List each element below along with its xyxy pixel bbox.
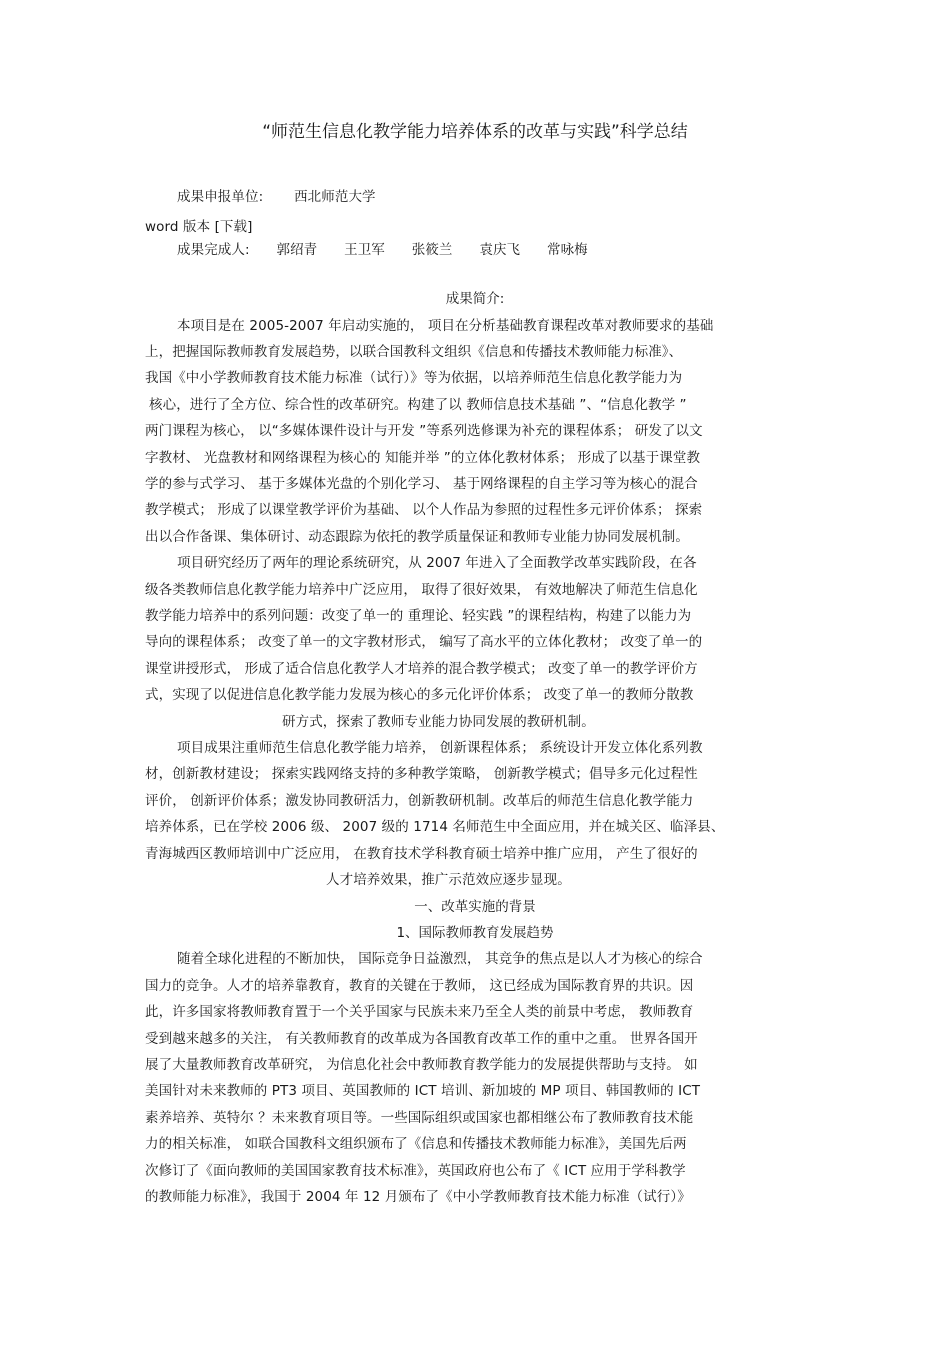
text-line: 素养培养、英特尔 ？未来教育项目等。一些国际组织或国家也都相继公布了教师教育技术能 (145, 1110, 694, 1126)
document-title: “师范生信息化教学能力培养体系的改革与实践”科学总结 (262, 122, 688, 142)
text-line: 本项目是在 2005-2007 年启动实施的， 项目在分析基础教育课程改革对教师要求的基础 (177, 318, 714, 334)
text-line: 导向的课程体系； 改变了单一的文字教材形式， 编写了高水平的立体化教材； 改变了单一的 (145, 634, 703, 650)
author-name: 王卫军 (344, 242, 385, 258)
text-line: 出以合作备课、集体研讨、动态跟踪为依托的教学质量保证和教师专业能力协同发展机制。 (145, 529, 689, 545)
text-line: 展了大量教师教育改革研究， 为信息化社会中教师教育教学能力的发展提供帮助与支持。 如 (145, 1057, 698, 1073)
text-line: 培养体系，已在学校 2006 级、 2007 级的 1714 名师范生中全面应用，并在城关区、临泽县、 (145, 819, 725, 835)
unit-value: 西北师范大学 (294, 189, 376, 205)
author-name: 常咏梅 (546, 242, 588, 258)
text-line: 材，创新教材建设； 探索实践网络支持的多种教学策略， 创新教学模式；倡导多元化过程性 (145, 766, 698, 782)
text-line: 我国《中小学教师教育技术能力标准（试行）》等为依据，以培养师范生信息化教学能力为 (145, 370, 683, 386)
author-name: 郭绍青 (276, 242, 318, 258)
text-line: 级各类教师信息化教学能力培养中广泛应用， 取得了很好效果， 有效地解决了师范生信息化 (145, 582, 698, 598)
text-line: 项目研究经历了两年的理论系统研究，从 2007 年进入了全面教学改革实践阶段，在各 (177, 555, 697, 571)
text-line: 次修订了《面向教师的美国国家教育技术标准》，英国政府也公布了《 ICT 应用于学科教学 (145, 1163, 686, 1179)
text-line: 两门课程为核心， 以“多媒体课件设计与开发 ”等系列选修课为补充的课程体系； 研发了以文 (145, 423, 703, 439)
text-line: 国力的竞争。人才的培养靠教育，教育的关键在于教师， 这已经成为国际教育界的共识。因 (145, 978, 694, 994)
text-line: 式，实现了以促进信息化教学能力发展为核心的多元化评价体系； 改变了单一的教师分散教 (145, 687, 694, 703)
section-heading: 一、改革实施的背景 (414, 899, 536, 915)
text-line: 研方式，探索了教师专业能力协同发展的教研机制。 (282, 714, 595, 730)
text-line: 核心，进行了全方位、综合性的改革研究。构建了以 教师信息技术基础 ”、“信息化教学 ” (149, 397, 687, 413)
text-line: 受到越来越多的关注， 有关教师教育的改革成为各国教育改革工作的重中之重。 世界各国开 (145, 1031, 698, 1047)
text-line: 力的相关标准， 如联合国教科文组织颁布了《信息和传播技术教师能力标准》，美国先后两 (145, 1136, 687, 1152)
text-line: 项目成果注重师范生信息化教学能力培养， 创新课程体系； 系统设计开发立体化系列教 (177, 740, 703, 756)
text-line: 人才培养效果，推广示范效应逐步显现。 (326, 872, 571, 888)
text-line: 学的参与式学习、 基于多媒体光盘的个别化学习、 基于网络课程的自主学习等为核心的混合 (145, 476, 698, 492)
word-version-link[interactable]: word 版本 [下载] (145, 219, 253, 235)
author-name: 张筱兰 (411, 242, 453, 258)
author-name: 袁庆飞 (479, 242, 521, 258)
text-line: 评价， 创新评价体系；激发协同教研活力，创新教研机制。改革后的师范生信息化教学能力 (145, 793, 694, 809)
intro-heading: 成果简介: (445, 291, 505, 307)
subsection-heading: 1、国际教师教育发展趋势 (396, 925, 554, 941)
text-line: 的教师能力标准》，我国于 2004 年 12 月颁布了《中小学教师教育技术能力标准（试行）》 (145, 1189, 691, 1205)
text-line: 课堂讲授形式， 形成了适合信息化教学人才培养的混合教学模式； 改变了单一的教学评价方 (145, 661, 698, 677)
authors-label: 成果完成人: (177, 242, 250, 258)
unit-row (177, 187, 376, 207)
text-line: 美国针对未来教师的 PT3 项目、英国教师的 ICT 培训、新加坡的 MP 项目、韩国教师的 ICT (145, 1083, 701, 1099)
text-line: 字教材、 光盘教材和网络课程为核心的 知能并举 ”的立体化教材体系； 形成了以基于课堂教 (145, 450, 701, 466)
text-line: 教学能力培养中的系列问题：改变了单一的 重理论、轻实践 ”的课程结构，构建了以能力为 (145, 608, 692, 624)
text-line: 随着全球化进程的不断加快， 国际竞争日益激烈， 其竞争的焦点是以人才为核心的综合 (177, 951, 703, 967)
text-line: 教学模式； 形成了以课堂教学评价为基础、 以个人作品为参照的过程性多元评价体系； 探索 (145, 502, 703, 518)
authors-row (177, 240, 588, 260)
unit-label: 成果申报单位: (177, 189, 264, 205)
text-line: 上，把握国际教师教育发展趋势，以联合国教科文组织《信息和传播技术教师能力标准》、 (145, 344, 683, 360)
text-line: 此，许多国家将教师教育置于一个关乎国家与民族未来乃至全人类的前景中考虑， 教师教育 (145, 1004, 694, 1020)
text-line: 青海城西区教师培训中广泛应用， 在教育技术学科教育硕士培养中推广应用， 产生了很好的 (145, 846, 698, 862)
